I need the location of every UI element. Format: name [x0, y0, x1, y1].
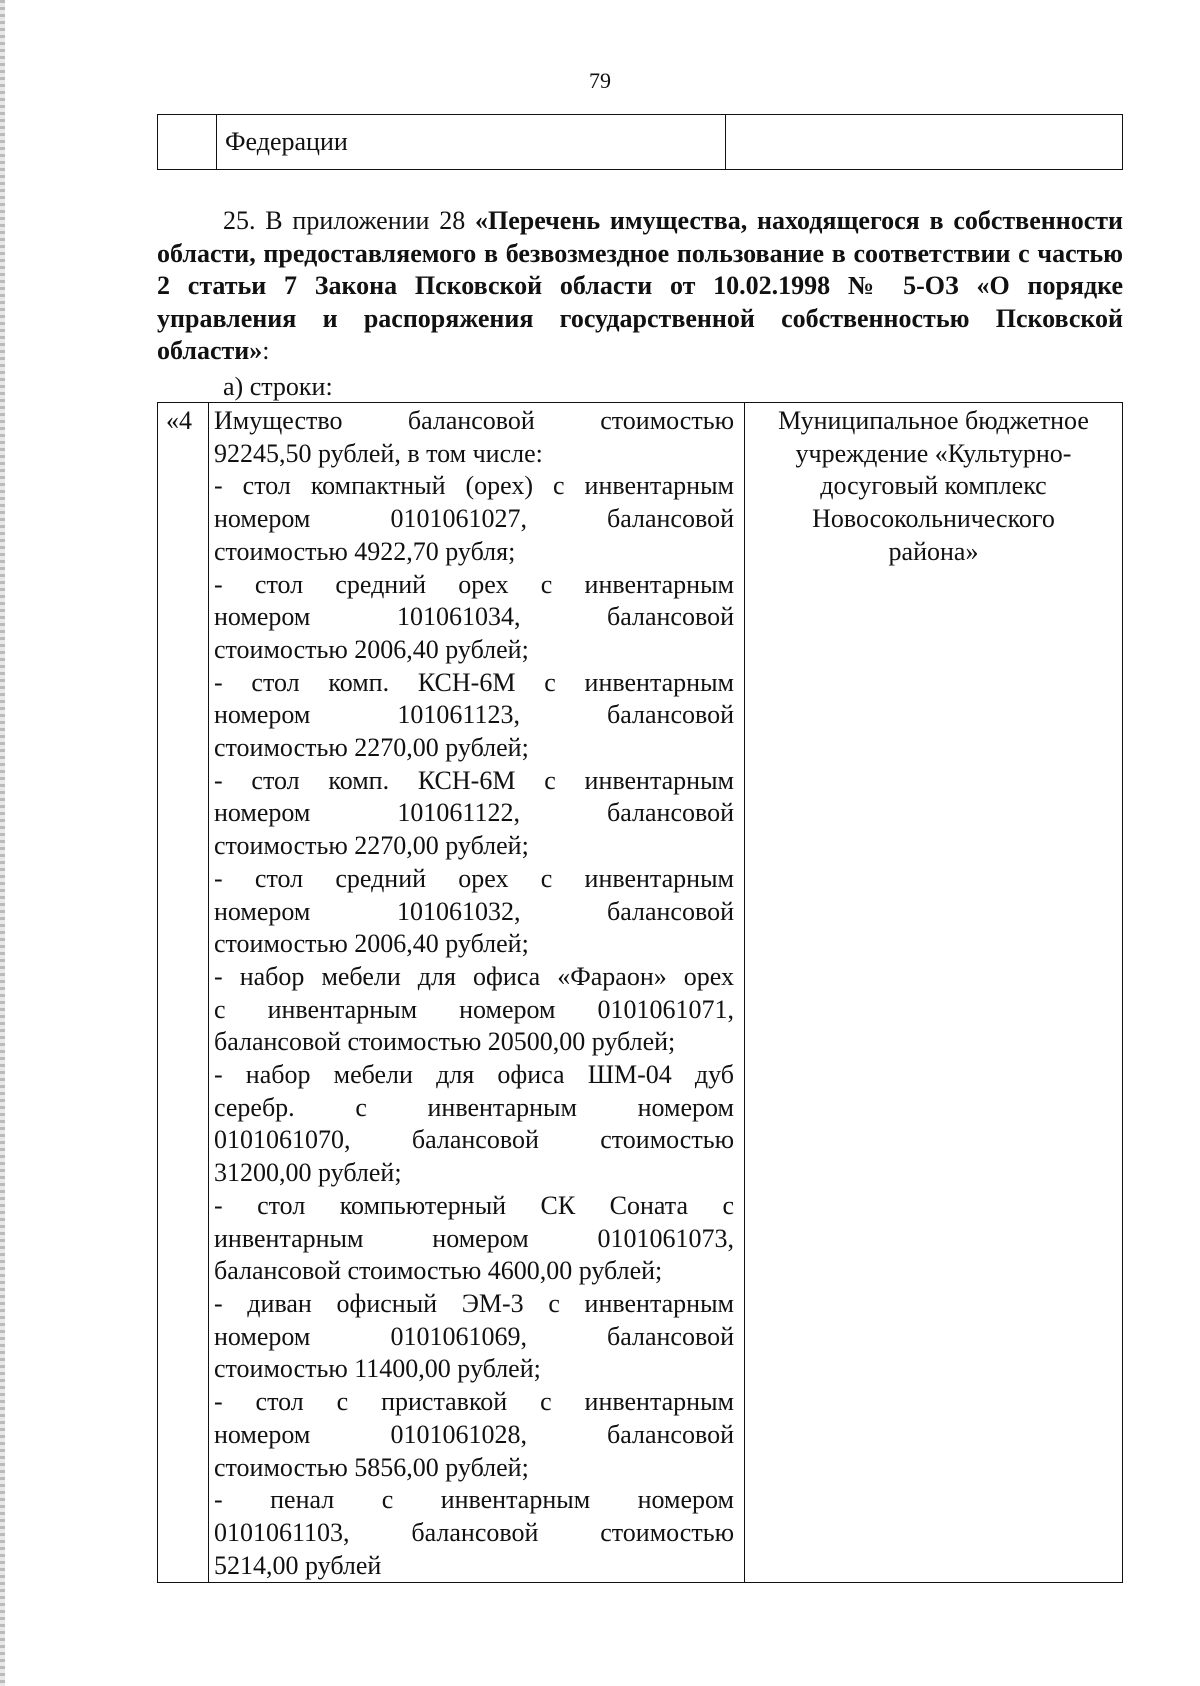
desc-line: с инвентарным номером 0101061071, — [214, 994, 734, 1024]
desc-line: инвентарным номером 0101061073, — [214, 1223, 734, 1253]
subsection-label: а) строки: — [223, 372, 333, 401]
desc-line: номером 101061034, балансовой — [214, 602, 734, 632]
desc-line: стоимостью 2270,00 рублей; — [214, 831, 529, 861]
desc-line: 92245,50 рублей, в том числе: — [214, 438, 543, 468]
desc-line: балансовой стоимостью 20500,00 рублей; — [214, 1027, 676, 1057]
previous-table-fragment — [157, 114, 1123, 170]
scan-edge — [0, 0, 5, 1686]
desc-line: номером 101061123, балансовой — [214, 700, 734, 730]
desc-line: 0101061103, балансовой стоимостью — [214, 1517, 734, 1547]
desc-line: номером 0101061028, балансовой — [214, 1419, 734, 1449]
desc-line: номером 101061032, балансовой — [214, 896, 734, 926]
desc-line: - пенал с инвентарным номером — [214, 1485, 734, 1515]
holder-line: Муниципальное бюджетное — [778, 406, 1089, 435]
desc-line: стоимостью 4922,70 рубля; — [214, 536, 516, 566]
desc-line: номером 101061122, балансовой — [214, 798, 734, 828]
page-number: 79 — [589, 68, 611, 93]
desc-line: номером 0101061069, балансовой — [214, 1321, 734, 1351]
desc-line: - стол комп. КСН-6М с инвентарным — [214, 667, 734, 697]
desc-line: - стол средний орех с инвентарным — [214, 863, 734, 893]
desc-line: стоимостью 11400,00 рублей; — [214, 1354, 541, 1384]
desc-line: - стол средний орех с инвентарным — [214, 569, 734, 599]
table-row — [158, 403, 1123, 1583]
property-description — [209, 403, 745, 1583]
desc-line: - диван офисный ЭМ-3 с инвентарным — [214, 1288, 734, 1318]
section-title: «Перечень имущества, находящегося в собственности области, предоставляемого в безвозмездное пользование в соответствии с частью 2 статьи 7 Закона Псковской области от 10.02.1998 № 5-ОЗ «О порядке управления и распоряжения государственной собственностью Псковской области» — [157, 206, 1123, 365]
desc-line: номером 0101061027, балансовой — [214, 504, 734, 534]
desc-line: 0101061070, балансовой стоимостью — [214, 1125, 734, 1155]
section-tail: : — [262, 336, 270, 365]
holder-line: района» — [888, 536, 979, 566]
desc-line: стоимостью 2270,00 рублей; — [214, 733, 529, 763]
desc-line: стоимостью 2006,40 рублей; — [214, 929, 529, 959]
property-table — [157, 402, 1123, 1583]
holder-line: учреждение «Культурно- — [795, 438, 1072, 468]
desc-line: - стол комп. КСН-6М с инвентарным — [214, 765, 734, 795]
desc-line: стоимостью 5856,00 рублей; — [214, 1452, 529, 1482]
property-holder — [745, 403, 1123, 1583]
desc-line: стоимостью 2006,40 рублей; — [214, 634, 529, 664]
prev-cell-text: Федерации — [217, 115, 726, 170]
desc-line: - набор мебели для офиса «Фараон» орех — [214, 961, 734, 991]
empty-cell — [726, 115, 1123, 170]
desc-line: 31200,00 рублей; — [214, 1158, 402, 1188]
desc-line: - стол компьютерный СК Соната с — [214, 1190, 734, 1220]
desc-line: серебр. с инвентарным номером — [214, 1092, 734, 1122]
holder-line: досуговый комплекс — [820, 471, 1047, 501]
section-lead: 25. В приложении 28 — [223, 206, 476, 235]
desc-line: - набор мебели для офиса ШМ-04 дуб — [214, 1060, 734, 1090]
desc-line: 5214,00 рублей — [214, 1550, 382, 1580]
section-paragraph — [157, 205, 1123, 368]
holder-line: Новосокольнического — [812, 504, 1055, 534]
empty-cell — [158, 115, 217, 170]
desc-line: - стол с приставкой с инвентарным — [214, 1387, 734, 1417]
desc-line: - стол компактный (орех) с инвентарным — [214, 471, 734, 501]
desc-line: Имущество балансовой стоимостью — [214, 406, 734, 435]
desc-line: балансовой стоимостью 4600,00 рублей; — [214, 1256, 663, 1286]
row-number: «4 — [158, 403, 209, 1583]
